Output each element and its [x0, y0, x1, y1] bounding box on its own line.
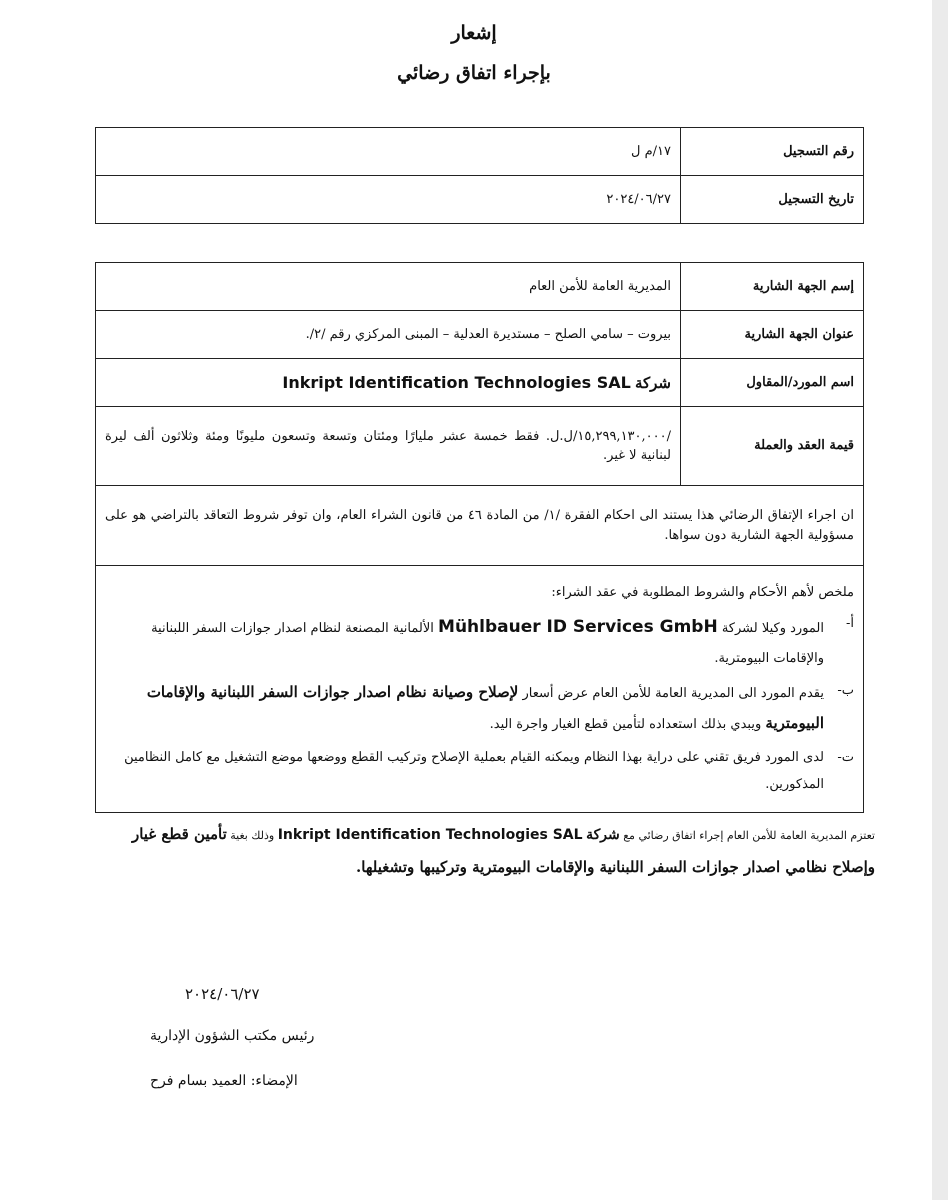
- supplier-label: اسم المورد/المقاول: [681, 359, 864, 407]
- registration-number-value: ١٧/م ل: [96, 128, 681, 176]
- supplier-prefix: شركة: [634, 373, 671, 392]
- details-table: [95, 262, 864, 813]
- registration-date-label: تاريخ التسجيل: [681, 176, 864, 224]
- document-subtitle: بإجراء اتفاق رضائي: [397, 62, 551, 84]
- condition-item-a: [105, 610, 854, 673]
- page-edge: [932, 0, 948, 1200]
- condition-a-company: Mühlbauer ID Services GmbH: [438, 616, 718, 637]
- closing-middle: وذلك بغية: [230, 829, 275, 842]
- closing-intro: تعتزم المديرية العامة للأمن العام إجراء اتفاق رضائي مع: [623, 829, 875, 842]
- authority-row: [96, 263, 864, 311]
- contract-value-label: قيمة العقد والعملة: [681, 407, 864, 486]
- closing-company: Inkript Identification Technologies SAL: [277, 827, 583, 843]
- registration-date-row: [96, 176, 864, 224]
- registration-date-value: ٢٠٢٤/٠٦/٢٧: [96, 176, 681, 224]
- legal-basis-text: ان اجراء الإتفاق الرضائي هذا يستند الى احكام الفقرة /١/ من المادة ٤٦ من قانون الشراء العام، وان توفر شروط التعاقد بالتراضي هو على مسؤولية الجهة الشارية دون سواها.: [96, 486, 864, 566]
- supplier-row: [96, 359, 864, 407]
- authority-value: المديرية العامة للأمن العام: [96, 263, 681, 311]
- supplier-name: Inkript Identification Technologies SAL: [282, 372, 631, 392]
- legal-basis-row: [96, 486, 864, 566]
- closing-bold-end: تأمين قطع غيار وإصلاح نظامي اصدار جوازات السفر اللبنانية والإقامات البيومترية وتركيبها وتشغيلها.: [131, 825, 875, 876]
- registration-number-label: رقم التسجيل: [681, 128, 864, 176]
- condition-marker-c: ت-: [837, 749, 854, 765]
- conditions-intro: ملخص لأهم الأحكام والشروط المطلوبة في عقد الشراء:: [551, 584, 854, 600]
- registration-number-row: [96, 128, 864, 176]
- condition-marker-a: أ-: [845, 615, 854, 631]
- condition-b-bold: لإصلاح وصيانة نظام اصدار جوازات السفر اللبنانية والإقامات البيومترية: [146, 682, 824, 733]
- contract-value-text: /١٥,٢٩٩,١٣٠,٠٠٠/ل.ل. فقط خمسة عشر مليارًا ومئتان وتسعة وتسعون مليونًا ومئة وثلاثون ألف ليرة لبنانية لا غير.: [96, 407, 681, 486]
- signature-date: ٢٠٢٤/٠٦/٢٧: [185, 985, 260, 1003]
- conditions-cell: [96, 566, 864, 813]
- condition-item-c: [105, 744, 854, 799]
- condition-item-b: [105, 677, 854, 740]
- conditions-row: [96, 566, 864, 813]
- address-label: عنوان الجهة الشارية: [681, 311, 864, 359]
- closing-company-prefix: شركة: [586, 827, 620, 843]
- authority-label: إسم الجهة الشارية: [681, 263, 864, 311]
- condition-b-post: ويبدي بذلك استعداده لتأمين قطع الغيار واجرة اليد.: [489, 717, 762, 733]
- condition-a-pre: المورد وكيلا لشركة: [721, 620, 824, 636]
- registration-table: [95, 127, 864, 224]
- closing-paragraph: [95, 818, 875, 884]
- address-row: [96, 311, 864, 359]
- condition-a-post: الألمانية المصنعة لنظام اصدار جوازات السفر اللبنانية والإقامات البيومترية.: [151, 620, 824, 667]
- condition-b-pre: يقدم المورد الى المديرية العامة للأمن العام عرض أسعار: [522, 685, 824, 701]
- supplier-value: [96, 359, 681, 407]
- address-value: بيروت – سامي الصلح – مستديرة العدلية – المبنى المركزي رقم /٢/.: [96, 311, 681, 359]
- contract-value-row: [96, 407, 864, 486]
- signature-position: رئيس مكتب الشؤون الإدارية: [150, 1028, 315, 1044]
- document-title: إشعار: [451, 22, 497, 44]
- condition-marker-b: ب-: [837, 682, 854, 698]
- condition-c-text: لدى المورد فريق تقني على دراية بهذا النظام ويمكنه القيام بعملية الإصلاح وتركيب القطع ووضعها موضع التشغيل مع كامل النظامين المذكورين.: [124, 749, 824, 792]
- signature-signed-by: الإمضاء: العميد بسام فرح: [150, 1073, 298, 1089]
